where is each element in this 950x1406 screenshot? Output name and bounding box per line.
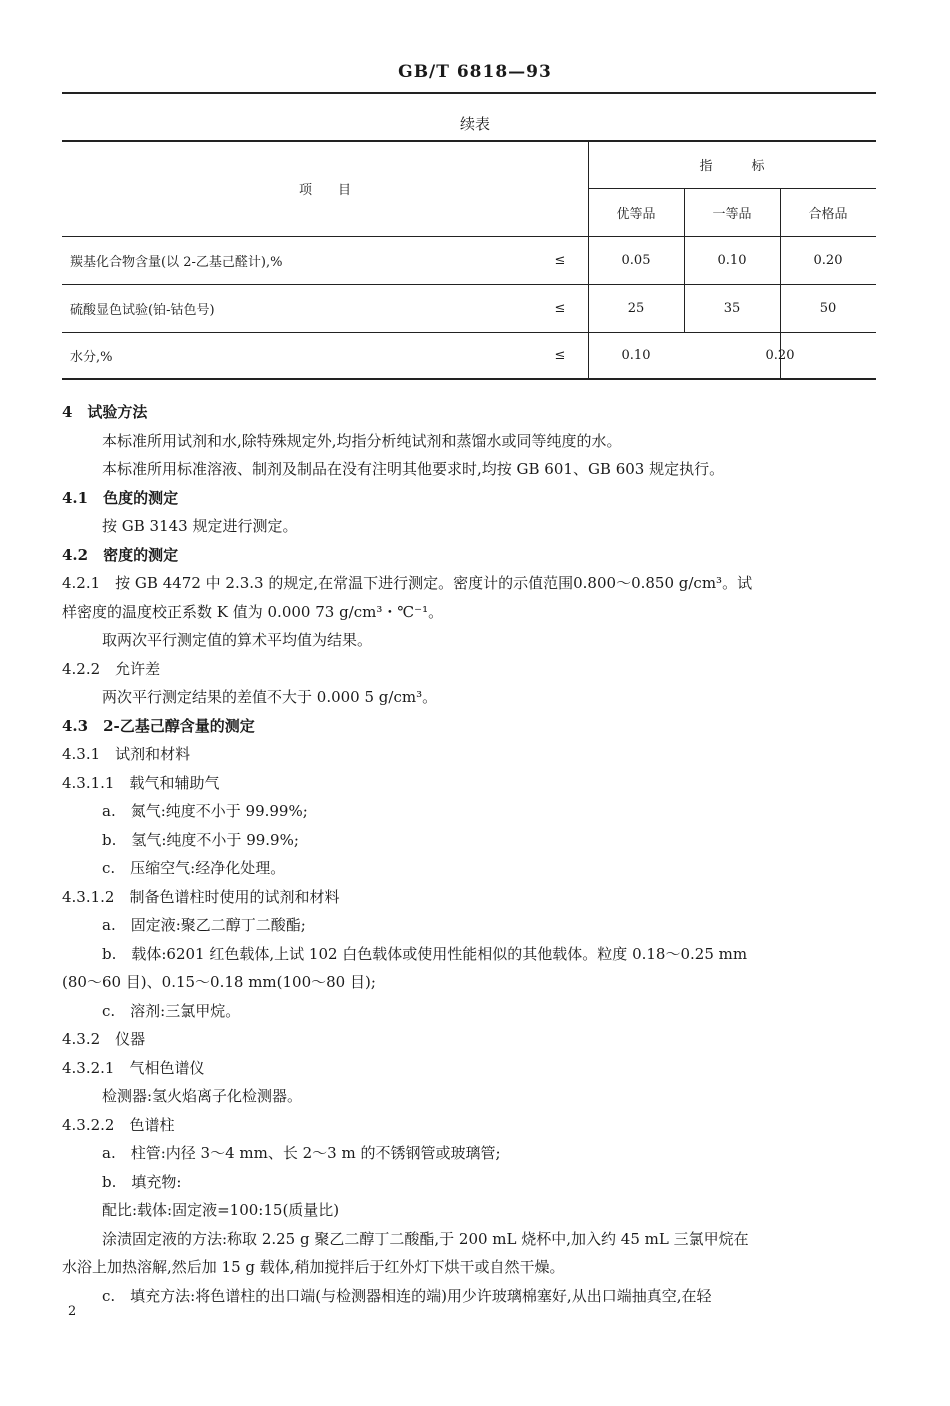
standard-number: GB/T 6818—93 [398,62,552,82]
text-line: c. 填充方法:将色谱柱的出口端(与检测器相连的端)用少许玻璃棉塞好,从出口端抽真空,在轻 [102,1286,712,1305]
section-heading: 4.3 2-乙基己醇含量的测定 [62,716,255,735]
text-line: 本标准所用试剂和水,除特殊规定外,均指分析纯试剂和蒸馏水或同等纯度的水。 [102,431,622,450]
section-heading: 4 试验方法 [62,403,148,421]
text-line: 4.3.1.1 载气和辅助气 [62,773,220,792]
header-index: 指 标 [699,158,765,174]
text-line: 4.3.2.1 气相色谱仪 [62,1058,205,1077]
text-line: 按 GB 3143 规定进行测定。 [102,517,298,535]
text-line: a. 固定液:聚乙二醇丁二酸酯; [102,916,306,934]
continued-table-label: 续表 [459,115,490,133]
row-sulfuric-sign: ≤ [554,300,566,316]
text-line: 涂渍固定液的方法:称取 2.25 g 聚乙二醇丁二酸酯,于 200 mL 烧杯中,加入约 45 mL 三氯甲烷在 [102,1229,749,1248]
text-line: a. 氮气:纯度不小于 99.99%; [102,802,308,820]
section-heading: 4.1 色度的测定 [62,488,179,507]
text-line: 4.3.1.2 制备色谱柱时使用的试剂和材料 [62,887,340,906]
row-sulfuric-premium: 25 [627,300,645,316]
page-number: 2 [68,1304,77,1319]
text-line: (80～60 目)、0.15～0.18 mm(100～80 目); [62,973,376,991]
text-line: a. 柱管:内径 3～4 mm、长 2～3 m 的不锈钢管或玻璃管; [102,1144,501,1162]
text-line: 4.2.2 允许差 [62,659,161,678]
header-grade-premium: 优等品 [616,206,656,222]
body-text [62,398,876,1310]
text-line: 4.2.1 按 GB 4472 中 2.3.3 的规定,在常温下进行测定。密度计的示值范围0.800～0.850 g/cm³。试 [62,574,753,592]
header-grade-first: 一等品 [712,206,752,222]
text-line: 检测器:氢火焰离子化检测器。 [102,1087,303,1105]
row-water-premium: 0.10 [621,347,651,363]
text-line: 4.3.2 仪器 [62,1030,146,1048]
text-line: 两次平行测定结果的差值不大于 0.000 5 g/cm³。 [102,688,438,706]
row-carbonyl-first: 0.10 [717,252,747,268]
text-line: b. 载体:6201 红色载体,上试 102 白色载体或使用性能相似的其他载体。粒度 0.18～0.25 mm [102,944,748,963]
row-sulfuric-first: 35 [723,300,741,316]
text-line: 取两次平行测定值的算术平均值为结果。 [102,631,373,649]
row-sulfuric-qualified: 50 [819,300,837,316]
row-carbonyl-premium: 0.05 [621,252,651,268]
text-line: 配比:载体:固定液=100:15(质量比) [102,1201,340,1219]
text-line: c. 压缩空气:经净化处理。 [102,859,286,877]
row-water-item: 水分,% [70,349,113,365]
text-line: b. 氢气:纯度不小于 99.9%; [102,830,299,849]
section-heading: 4.2 密度的测定 [62,545,179,564]
row-carbonyl-item: 羰基化合物含量(以 2-乙基己醛计),% [70,254,283,270]
text-line: 4.3.2.2 色谱柱 [62,1115,175,1134]
table-bottom-rule [62,378,876,380]
text-line: b. 填充物: [102,1172,182,1191]
text-line: 水浴上加热溶解,然后加 15 g 载体,稍加搅拌后于红外灯下烘干或自然干燥。 [62,1258,565,1276]
row-sulfuric-item: 硫酸显色试验(铂-钴色号) [70,302,215,318]
text-line: 本标准所用标准溶液、制剂及制品在没有注明其他要求时,均按 GB 601、GB 603 规定执行。 [102,460,725,478]
spec-table [62,140,876,380]
row-carbonyl-qualified: 0.20 [813,252,843,268]
text-line: c. 溶剂:三氯甲烷。 [102,1001,241,1020]
header-item: 项 目 [298,182,351,198]
header-grade-qualified: 合格品 [808,206,848,222]
row-carbonyl-sign: ≤ [554,252,566,268]
row-water-first-qualified: 0.20 [765,347,795,363]
text-line: 4.3.1 试剂和材料 [62,745,191,763]
row-water-sign: ≤ [554,347,566,363]
text-line: 样密度的温度校正系数 K 值为 0.000 73 g/cm³・℃⁻¹。 [62,602,444,621]
header-rule [62,92,876,94]
